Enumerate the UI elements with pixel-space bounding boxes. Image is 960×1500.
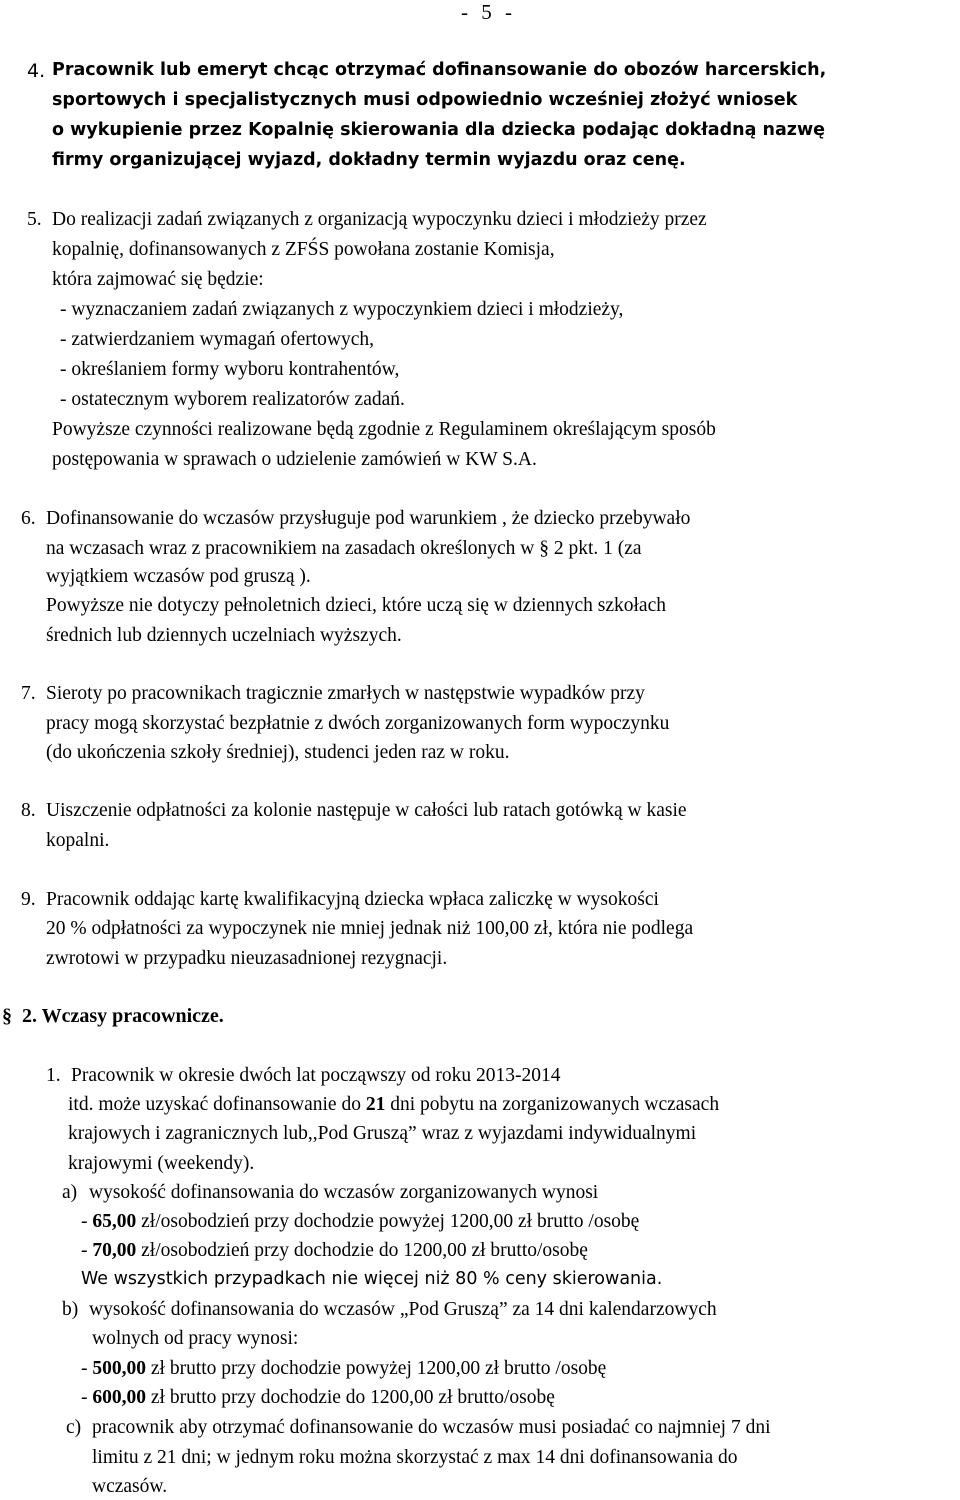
item-text-line: 20 % odpłatności za wypoczynek nie mniej jednak niż 100,00 zł, która nie podlega xyxy=(46,918,694,939)
item-text-line: wyjątkiem wczasów pod gruszą ). xyxy=(46,566,311,587)
rate-amount: 65,00 xyxy=(92,1211,137,1232)
item-text-line: średnich lub dziennych uczelniach wyższych. xyxy=(46,625,402,646)
item-text-fragment: dni pobytu na zorganizowanych wczasach xyxy=(385,1094,720,1115)
item-number: 6. xyxy=(21,508,36,529)
item-number: 8. xyxy=(21,800,36,821)
item-text-line: Pracownik lub emeryt chcąc otrzymać dofinansowanie do obozów harcerskich, xyxy=(52,60,827,80)
subitem-label: c) xyxy=(66,1417,82,1438)
note-text: We wszystkich przypadkach nie więcej niż 80 % ceny skierowania. xyxy=(81,1269,663,1289)
item-text-line: kopalnię, dofinansowanych z ZFŚS powołana zostanie Komisja, xyxy=(52,239,555,260)
dash: - xyxy=(81,1358,93,1379)
subitem-text: wczasów. xyxy=(92,1476,168,1497)
item-number: 5. xyxy=(27,209,42,230)
dash: - xyxy=(81,1240,93,1261)
item-text-line: która zajmować się będzie: xyxy=(52,269,264,290)
item-text-line: sportowych i specjalistycznych musi odpowiednio wcześniej złożyć wniosek xyxy=(52,90,798,110)
rate-row xyxy=(81,1212,639,1232)
item-text-fragment: itd. może uzyskać dofinansowanie do xyxy=(68,1094,366,1115)
dash: - xyxy=(81,1211,93,1232)
item-text-line xyxy=(46,539,642,559)
item-number: 7. xyxy=(21,683,36,704)
rate-text: zł brutto przy dochodzie powyżej 1200,00 zł brutto /osobę xyxy=(146,1358,607,1379)
page-number: - 5 - xyxy=(461,0,516,24)
item-number: 1. xyxy=(46,1065,61,1086)
item-text-line: zwrotowi w przypadku nieuzasadnionej rezygnacji. xyxy=(46,948,448,969)
rate-row xyxy=(81,1241,588,1261)
item-text-line: Dofinansowanie do wczasów przysługuje pod warunkiem , że dziecko przebywało xyxy=(46,508,691,529)
rate-amount: 70,00 xyxy=(92,1240,137,1261)
item-text-line: (do ukończenia szkoły średniej), studenci jeden raz w roku. xyxy=(46,742,510,763)
rate-amount: 500,00 xyxy=(92,1358,146,1379)
days-count: 21 xyxy=(365,1094,386,1115)
item-text-fragment: 2 pkt. 1 (za xyxy=(553,538,642,559)
subitem-text: limitu z 21 dni; w jednym roku można skorzystać z max 14 dni dofinansowania do xyxy=(92,1447,738,1468)
item-text-line: Powyższe czynności realizowane będą zgodnie z Regulaminem określającym sposób xyxy=(52,419,716,440)
rate-text: zł/osobodzień przy dochodzie do 1200,00 zł brutto/osobę xyxy=(136,1240,588,1261)
item-text-line: krajowymi (weekendy). xyxy=(68,1153,255,1174)
section-title: 2. Wczasy pracownicze. xyxy=(22,1005,224,1027)
subitem-label: b) xyxy=(62,1299,79,1320)
rate-amount: 600,00 xyxy=(92,1387,146,1408)
item-text-line: kopalni. xyxy=(46,830,110,851)
item-text-line: krajowych i zagranicznych lub,,Pod Gruszą” wraz z wyjazdami indywidualnymi xyxy=(68,1123,697,1144)
section-sign-icon: § xyxy=(2,1005,12,1027)
item-text-line: pracy mogą skorzystać bezpłatnie z dwóch zorganizowanych form wypoczynku xyxy=(46,713,670,734)
item-number: 9. xyxy=(21,889,36,910)
item-text-line xyxy=(68,1095,719,1115)
list-item: - zatwierdzaniem wymagań ofertowych, xyxy=(60,329,375,350)
subitem-text: wysokość dofinansowania do wczasów „Pod Gruszą” za 14 dni kalendarzowych xyxy=(89,1299,717,1320)
subitem-label: a) xyxy=(62,1182,78,1203)
item-text-line: Do realizacji zadań związanych z organizacją wypoczynku dzieci i młodzieży przez xyxy=(52,209,707,230)
item-number: 4. xyxy=(27,60,46,82)
item-text-line: firmy organizującej wyjazd, dokładny termin wyjazdu oraz cenę. xyxy=(52,150,686,170)
item-text-line: Uiszczenie odpłatności za kolonie następuje w całości lub ratach gotówką w kasie xyxy=(46,800,687,821)
rate-row xyxy=(81,1359,606,1379)
rate-text: zł brutto przy dochodzie do 1200,00 zł brutto/osobę xyxy=(146,1387,555,1408)
rate-row xyxy=(81,1388,555,1408)
item-text-fragment: na wczasach wraz z pracownikiem na zasadach określonych w xyxy=(46,538,535,559)
subitem-text: wolnych od pracy wynosi: xyxy=(92,1328,299,1349)
subitem-text: wysokość dofinansowania do wczasów zorganizowanych wynosi xyxy=(89,1182,599,1203)
item-text-line: Pracownik oddając kartę kwalifikacyjną dziecka wpłaca zaliczkę w wysokości xyxy=(46,889,659,910)
subitem-text: pracownik aby otrzymać dofinansowanie do wczasów musi posiadać co najmniej 7 dni xyxy=(92,1417,771,1438)
rate-text: zł/osobodzień przy dochodzie powyżej 1200,00 zł brutto /osobę xyxy=(136,1211,640,1232)
list-item: - ostatecznym wyborem realizatorów zadań. xyxy=(60,389,405,410)
dash: - xyxy=(81,1387,93,1408)
item-text-line: postępowania w sprawach o udzielenie zamówień w KW S.A. xyxy=(52,449,537,470)
item-text-line: Powyższe nie dotyczy pełnoletnich dzieci, które uczą się w dziennych szkołach xyxy=(46,595,666,616)
section-sign-icon: § xyxy=(539,538,549,559)
item-text-line: Pracownik w okresie dwóch lat począwszy od roku 2013-2014 xyxy=(71,1065,561,1086)
list-item: - określaniem formy wyboru kontrahentów, xyxy=(60,359,400,380)
item-text-line: Sieroty po pracownikach tragicznie zmarłych w następstwie wypadków przy xyxy=(46,683,645,704)
list-item: - wyznaczaniem zadań związanych z wypoczynkiem dzieci i młodzieży, xyxy=(60,299,624,320)
item-text-line: o wykupienie przez Kopalnię skierowania dla dziecka podając dokładną nazwę xyxy=(52,120,825,140)
